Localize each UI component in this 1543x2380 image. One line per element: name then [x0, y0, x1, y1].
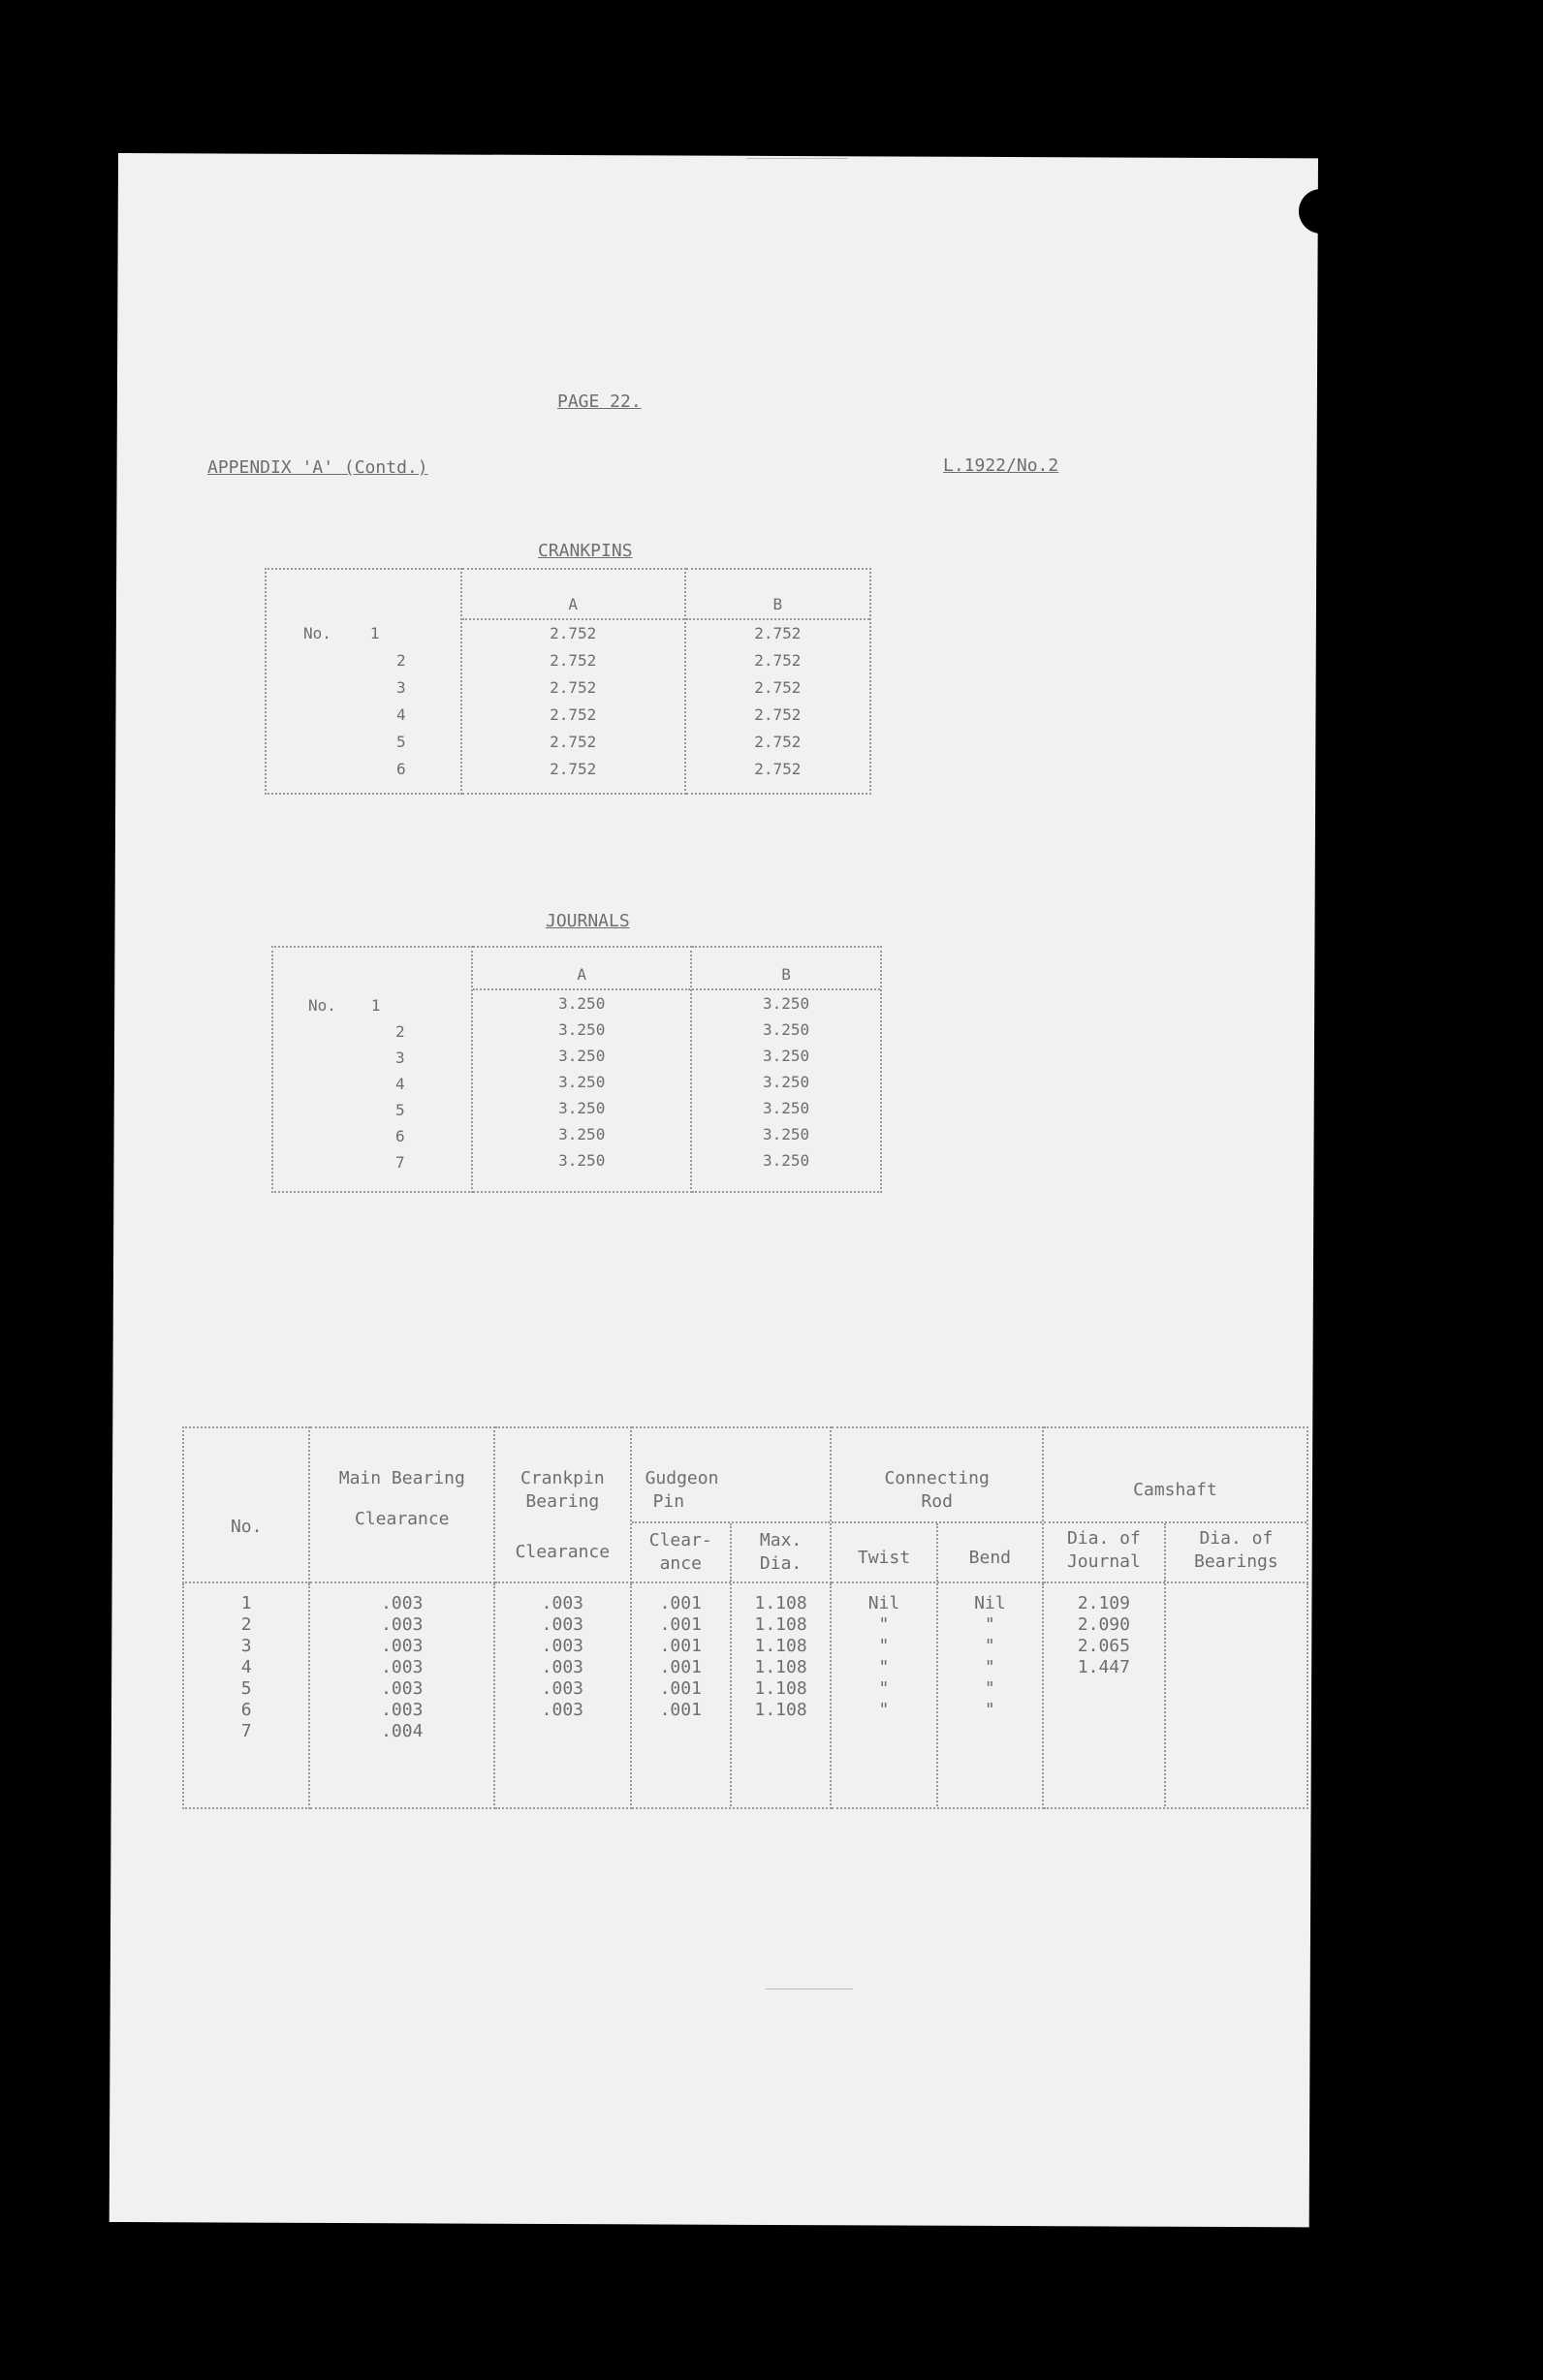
- journals-col-b-header: B: [692, 948, 880, 990]
- header-crankpin-bearing: Bearing: [525, 1491, 600, 1512]
- crankpin-clearance-value: .003: [541, 1700, 584, 1720]
- page-mark-top: [746, 158, 848, 159]
- column-bend: [938, 1583, 1042, 1806]
- crankpins-no-label: No.: [303, 624, 331, 642]
- crankpin-a-value: 2.752: [550, 624, 597, 642]
- crankpin-b-value: 2.752: [754, 733, 802, 751]
- row-no: 7: [240, 1721, 252, 1741]
- gudgeon-max-value: 1.108: [754, 1614, 807, 1635]
- crankpin-no: 3: [396, 678, 406, 697]
- journal-b-value: 3.250: [762, 1047, 810, 1065]
- crankpins-table: [265, 568, 871, 795]
- twist-value: ": [878, 1636, 890, 1656]
- gudgeon-clearance-value: .001: [659, 1678, 702, 1699]
- bend-value: Nil: [974, 1593, 1006, 1613]
- journal-no: 7: [395, 1153, 405, 1172]
- row-no: 6: [240, 1700, 252, 1720]
- journal-a-value: 3.250: [558, 994, 606, 1013]
- column-main-bearing: [310, 1583, 493, 1742]
- main-bearing-value: .003: [381, 1678, 424, 1699]
- crankpins-col-b-header: B: [686, 570, 869, 620]
- bend-value: ": [984, 1614, 995, 1635]
- crankpin-clearance-value: .003: [541, 1657, 584, 1677]
- row-no: 5: [240, 1678, 252, 1699]
- header-gudgeon-clearance: Clear-: [648, 1530, 712, 1550]
- header-twist: Twist: [832, 1523, 937, 1581]
- header-crankpin-clearance: Clearance: [515, 1542, 611, 1562]
- header-main-clearance: Clearance: [354, 1509, 450, 1529]
- journal-b-value: 3.250: [762, 994, 810, 1013]
- main-bearing-value: .003: [381, 1657, 424, 1677]
- crankpin-b-value: 2.752: [754, 705, 802, 724]
- journals-no-label: No.: [308, 996, 336, 1015]
- header-camshaft-dia-2: Dia. of: [1199, 1528, 1274, 1549]
- journal-a-value: 3.250: [558, 1020, 606, 1039]
- crankpin-no: 6: [396, 760, 406, 778]
- header-gudgeon-clearance-2: ance: [659, 1553, 702, 1574]
- crankpin-no: 5: [396, 733, 406, 751]
- journals-col-b-values: [692, 990, 880, 1174]
- crankpin-no: 1: [369, 624, 380, 642]
- crankpin-b-value: 2.752: [754, 624, 802, 642]
- gudgeon-max-value: 1.108: [754, 1678, 807, 1699]
- bend-value: ": [984, 1657, 995, 1677]
- gudgeon-max-value: 1.108: [754, 1657, 807, 1677]
- crankpin-clearance-value: .003: [541, 1678, 584, 1699]
- journal-no: 1: [370, 996, 381, 1015]
- row-no: 3: [240, 1636, 252, 1656]
- header-pin: Pin: [652, 1491, 685, 1512]
- journal-no: 5: [395, 1101, 405, 1119]
- column-twist: [832, 1583, 937, 1806]
- gudgeon-max-value: 1.108: [754, 1636, 807, 1656]
- gudgeon-clearance-value: .001: [659, 1614, 702, 1635]
- header-camshaft-journal: Journal: [1066, 1551, 1141, 1572]
- column-camshaft-journal: [1044, 1583, 1166, 1806]
- header-camshaft: Camshaft: [1044, 1428, 1307, 1523]
- header-camshaft-bearings: Bearings: [1194, 1551, 1278, 1572]
- journals-title: JOURNALS: [546, 911, 630, 931]
- bend-value: ": [984, 1678, 995, 1699]
- row-no: 4: [240, 1657, 252, 1677]
- header-no: No.: [230, 1517, 263, 1537]
- crankpin-a-value: 2.752: [550, 651, 597, 670]
- bend-value: ": [984, 1636, 995, 1656]
- crankpin-a-value: 2.752: [550, 760, 597, 778]
- journals-col-a-values: [473, 990, 690, 1174]
- header-camshaft-dia: Dia. of: [1066, 1528, 1141, 1549]
- journal-b-value: 3.250: [762, 1020, 810, 1039]
- gudgeon-clearance-value: .001: [659, 1593, 702, 1613]
- header-gudgeon-max: Max.: [759, 1530, 803, 1550]
- header-connecting-rod: [832, 1428, 1042, 1523]
- journal-a-value: 3.250: [558, 1151, 606, 1170]
- appendix-heading: APPENDIX 'A' (Contd.): [207, 457, 428, 478]
- crankpin-b-value: 2.752: [754, 678, 802, 697]
- journal-b-value: 3.250: [762, 1125, 810, 1143]
- journals-table: [271, 946, 882, 1193]
- journal-a-value: 3.250: [558, 1099, 606, 1117]
- camshaft-journal-value: 2.065: [1077, 1636, 1130, 1656]
- main-bearing-value: .003: [381, 1700, 424, 1720]
- header-gudgeon-dia: Dia.: [759, 1553, 803, 1574]
- crankpin-a-value: 2.752: [550, 678, 597, 697]
- journal-no: 2: [395, 1022, 405, 1041]
- header-gudgeon-pin: [632, 1428, 831, 1523]
- gudgeon-clearance-value: .001: [659, 1636, 702, 1656]
- gudgeon-max-value: 1.108: [754, 1700, 807, 1720]
- header-crankpin: Crankpin: [520, 1468, 605, 1488]
- crankpin-a-value: 2.752: [550, 705, 597, 724]
- camshaft-journal-value: 1.447: [1077, 1657, 1130, 1677]
- journal-b-value: 3.250: [762, 1073, 810, 1091]
- crankpin-a-value: 2.752: [550, 733, 597, 751]
- journal-b-value: 3.250: [762, 1151, 810, 1170]
- main-bearing-value: .003: [381, 1614, 424, 1635]
- crankpins-col-a-values: [462, 620, 684, 783]
- twist-value: ": [878, 1657, 890, 1677]
- gudgeon-clearance-value: .001: [659, 1657, 702, 1677]
- crankpin-b-value: 2.752: [754, 651, 802, 670]
- crankpins-col-a-header: A: [462, 570, 684, 620]
- journal-no: 4: [395, 1075, 405, 1093]
- row-no: 1: [240, 1593, 252, 1613]
- journal-a-value: 3.250: [558, 1073, 606, 1091]
- column-crankpin: [495, 1583, 629, 1721]
- punch-hole: [1299, 189, 1343, 234]
- twist-value: ": [878, 1678, 890, 1699]
- journal-no: 6: [395, 1127, 405, 1145]
- journals-no-column: [273, 948, 471, 1175]
- crankpin-clearance-value: .003: [541, 1614, 584, 1635]
- crankpin-clearance-value: .003: [541, 1593, 584, 1613]
- column-camshaft-bearings: [1166, 1583, 1307, 1806]
- crankpin-no: 4: [396, 705, 406, 724]
- twist-value: ": [878, 1700, 890, 1720]
- main-bearing-value: .003: [381, 1593, 424, 1613]
- camshaft-journal-value: 2.109: [1077, 1593, 1130, 1613]
- header-main-bearing: Main Bearing: [338, 1468, 465, 1488]
- reference-number: L.1922/No.2: [943, 455, 1059, 476]
- crankpin-b-value: 2.752: [754, 760, 802, 778]
- bend-value: ": [984, 1700, 995, 1720]
- journals-col-a-header: A: [473, 948, 690, 990]
- crankpin-no: 2: [396, 651, 406, 670]
- main-bearing-value: .003: [381, 1636, 424, 1656]
- header-connecting: Connecting: [884, 1468, 990, 1488]
- crankpins-no-column: [267, 570, 460, 783]
- crankpins-title: CRANKPINS: [538, 541, 633, 561]
- journal-a-value: 3.250: [558, 1047, 606, 1065]
- row-no: 2: [240, 1614, 252, 1635]
- crankpin-clearance-value: .003: [541, 1636, 584, 1656]
- main-bearing-value: .004: [381, 1721, 424, 1741]
- header-bend: Bend: [968, 1548, 1012, 1568]
- header-gudgeon: Gudgeon: [645, 1468, 719, 1488]
- journal-a-value: 3.250: [558, 1125, 606, 1143]
- page-number: PAGE 22.: [557, 391, 642, 412]
- header-rod: Rod: [921, 1491, 953, 1512]
- camshaft-journal-value: 2.090: [1077, 1614, 1130, 1635]
- gudgeon-clearance-value: .001: [659, 1700, 702, 1720]
- column-no: [184, 1583, 308, 1742]
- gudgeon-max-value: 1.108: [754, 1593, 807, 1613]
- column-gudgeon-max: [732, 1583, 830, 1806]
- journal-b-value: 3.250: [762, 1099, 810, 1117]
- journal-no: 3: [395, 1049, 405, 1067]
- crankpins-col-b-values: [686, 620, 869, 783]
- clearances-table: [182, 1426, 1308, 1809]
- column-gudgeon-clearance: [632, 1583, 732, 1806]
- twist-value: ": [878, 1614, 890, 1635]
- twist-value: Nil: [867, 1593, 900, 1613]
